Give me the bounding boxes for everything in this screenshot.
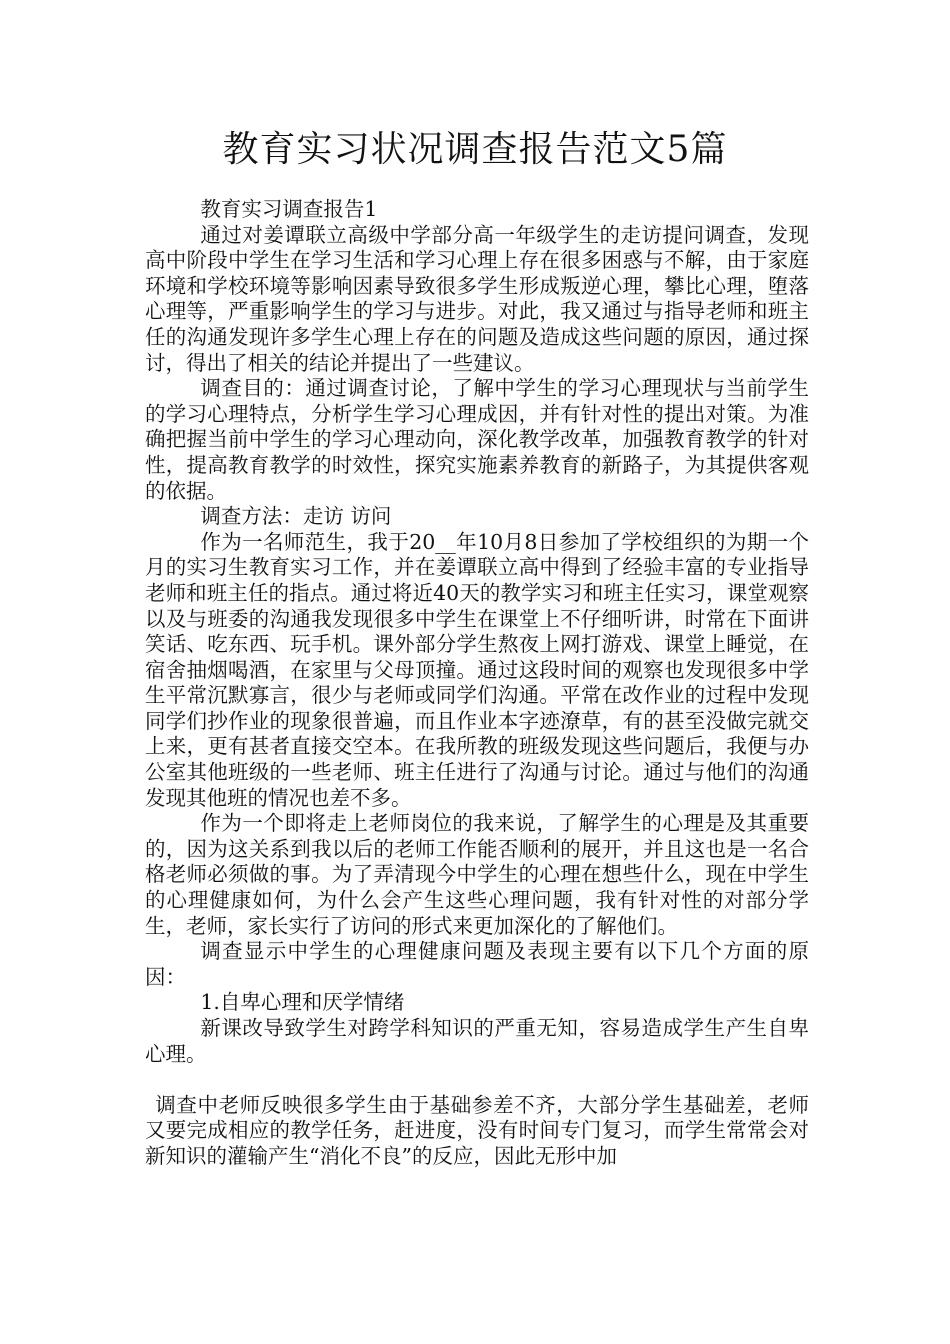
document-body (145, 197, 809, 1170)
paragraph-observation: 作为一名师范生，我于20__年10月8日参加了学校组织的为期一个月的实习生教育实习工作，并在姜谭联立高中得到了经验丰富的专业指导老师和班主任的指点。通过将近40天的教学实习和班主任实习，课堂观察以及与班委的沟通我发现很多中学生在课堂上不仔细听讲，时常在下面讲笑话、吃东西、玩手机。课外部分学生熬夜上网打游戏、课堂上睡觉，在宿舍抽烟喝酒，在家里与父母顶撞。通过这段时间的观察也发现很多中学生平常沉默寡言，很少与老师或同学们沟通。平常在改作业的过程中发现同学们抄作业的现象很普遍，而且作业本字迹潦草，有的甚至没做完就交上来，更有甚者直接交空本。在我所教的班级发现这些问题后，我便与办公室其他班级的一些老师、班主任进行了沟通与讨论。通过与他们的沟通发现其他班的情况也差不多。 (145, 529, 809, 810)
paragraph-teacher-feedback: 调查中老师反映很多学生由于基础参差不齐，大部分学生基础差，老师又要完成相应的教学任务，赶进度，没有时间专门复习，而学生常常会对新知识的灌输产生“消化不良”的反应，因此无形中加 (145, 1092, 809, 1168)
paragraph-purpose: 调查目的：通过调查讨论，了解中学生的学习心理现状与当前学生的学习心理特点，分析学生学习心理成因，并有针对性的提出对策。为准确把握当前中学生的学习心理动向，深化教学改革，加强教育教学的针对性，提高教育教学的时效性，探究实施素养教育的新路子，为其提供客观的依据。 (145, 376, 809, 503)
paragraph-motivation: 作为一个即将走上老师岗位的我来说，了解学生的心理是及其重要的，因为这关系到我以后的老师工作能否顺利的展开，并且这也是一名合格老师必须做的事。为了弄清现今中学生的心理在想些什么，现在中学生的心理健康如何，为什么会产生这些心理问题，我有针对性的对部分学生，老师，家长实行了访问的形式来更加深化的了解他们。 (145, 811, 809, 938)
blank-line (145, 1067, 809, 1093)
paragraph-method: 调查方法：走访 访问 (200, 504, 392, 529)
section-heading-inferiority: 1.自卑心理和厌学情绪 (200, 990, 405, 1015)
paragraph-findings-intro: 调查显示中学生的心理健康问题及表现主要有以下几个方面的原因： (145, 939, 809, 989)
paragraph-curriculum-reform: 新课改导致学生对跨学科知识的严重无知，容易造成学生产生自卑心理。 (145, 1016, 809, 1066)
document-title: 教育实习状况调查报告范文5篇 (222, 129, 728, 170)
report-heading: 教育实习调查报告1 (200, 197, 378, 221)
paragraph-intro: 通过对姜谭联立高级中学部分高一年级学生的走访提问调查，发现高中阶段中学生在学习生活和学习心理上存在很多困惑与不解，由于家庭环境和学校环境等影响因素导致很多学生形成叛逆心理，攀比心理，堕落心理等，严重影响学生的学习与进步。对此，我又通过与指导老师和班主任的沟通发现许多学生心理上存在的问题及造成这些问题的原因，通过探讨，得出了相关的结论并提出了一些建议。 (145, 222, 809, 375)
